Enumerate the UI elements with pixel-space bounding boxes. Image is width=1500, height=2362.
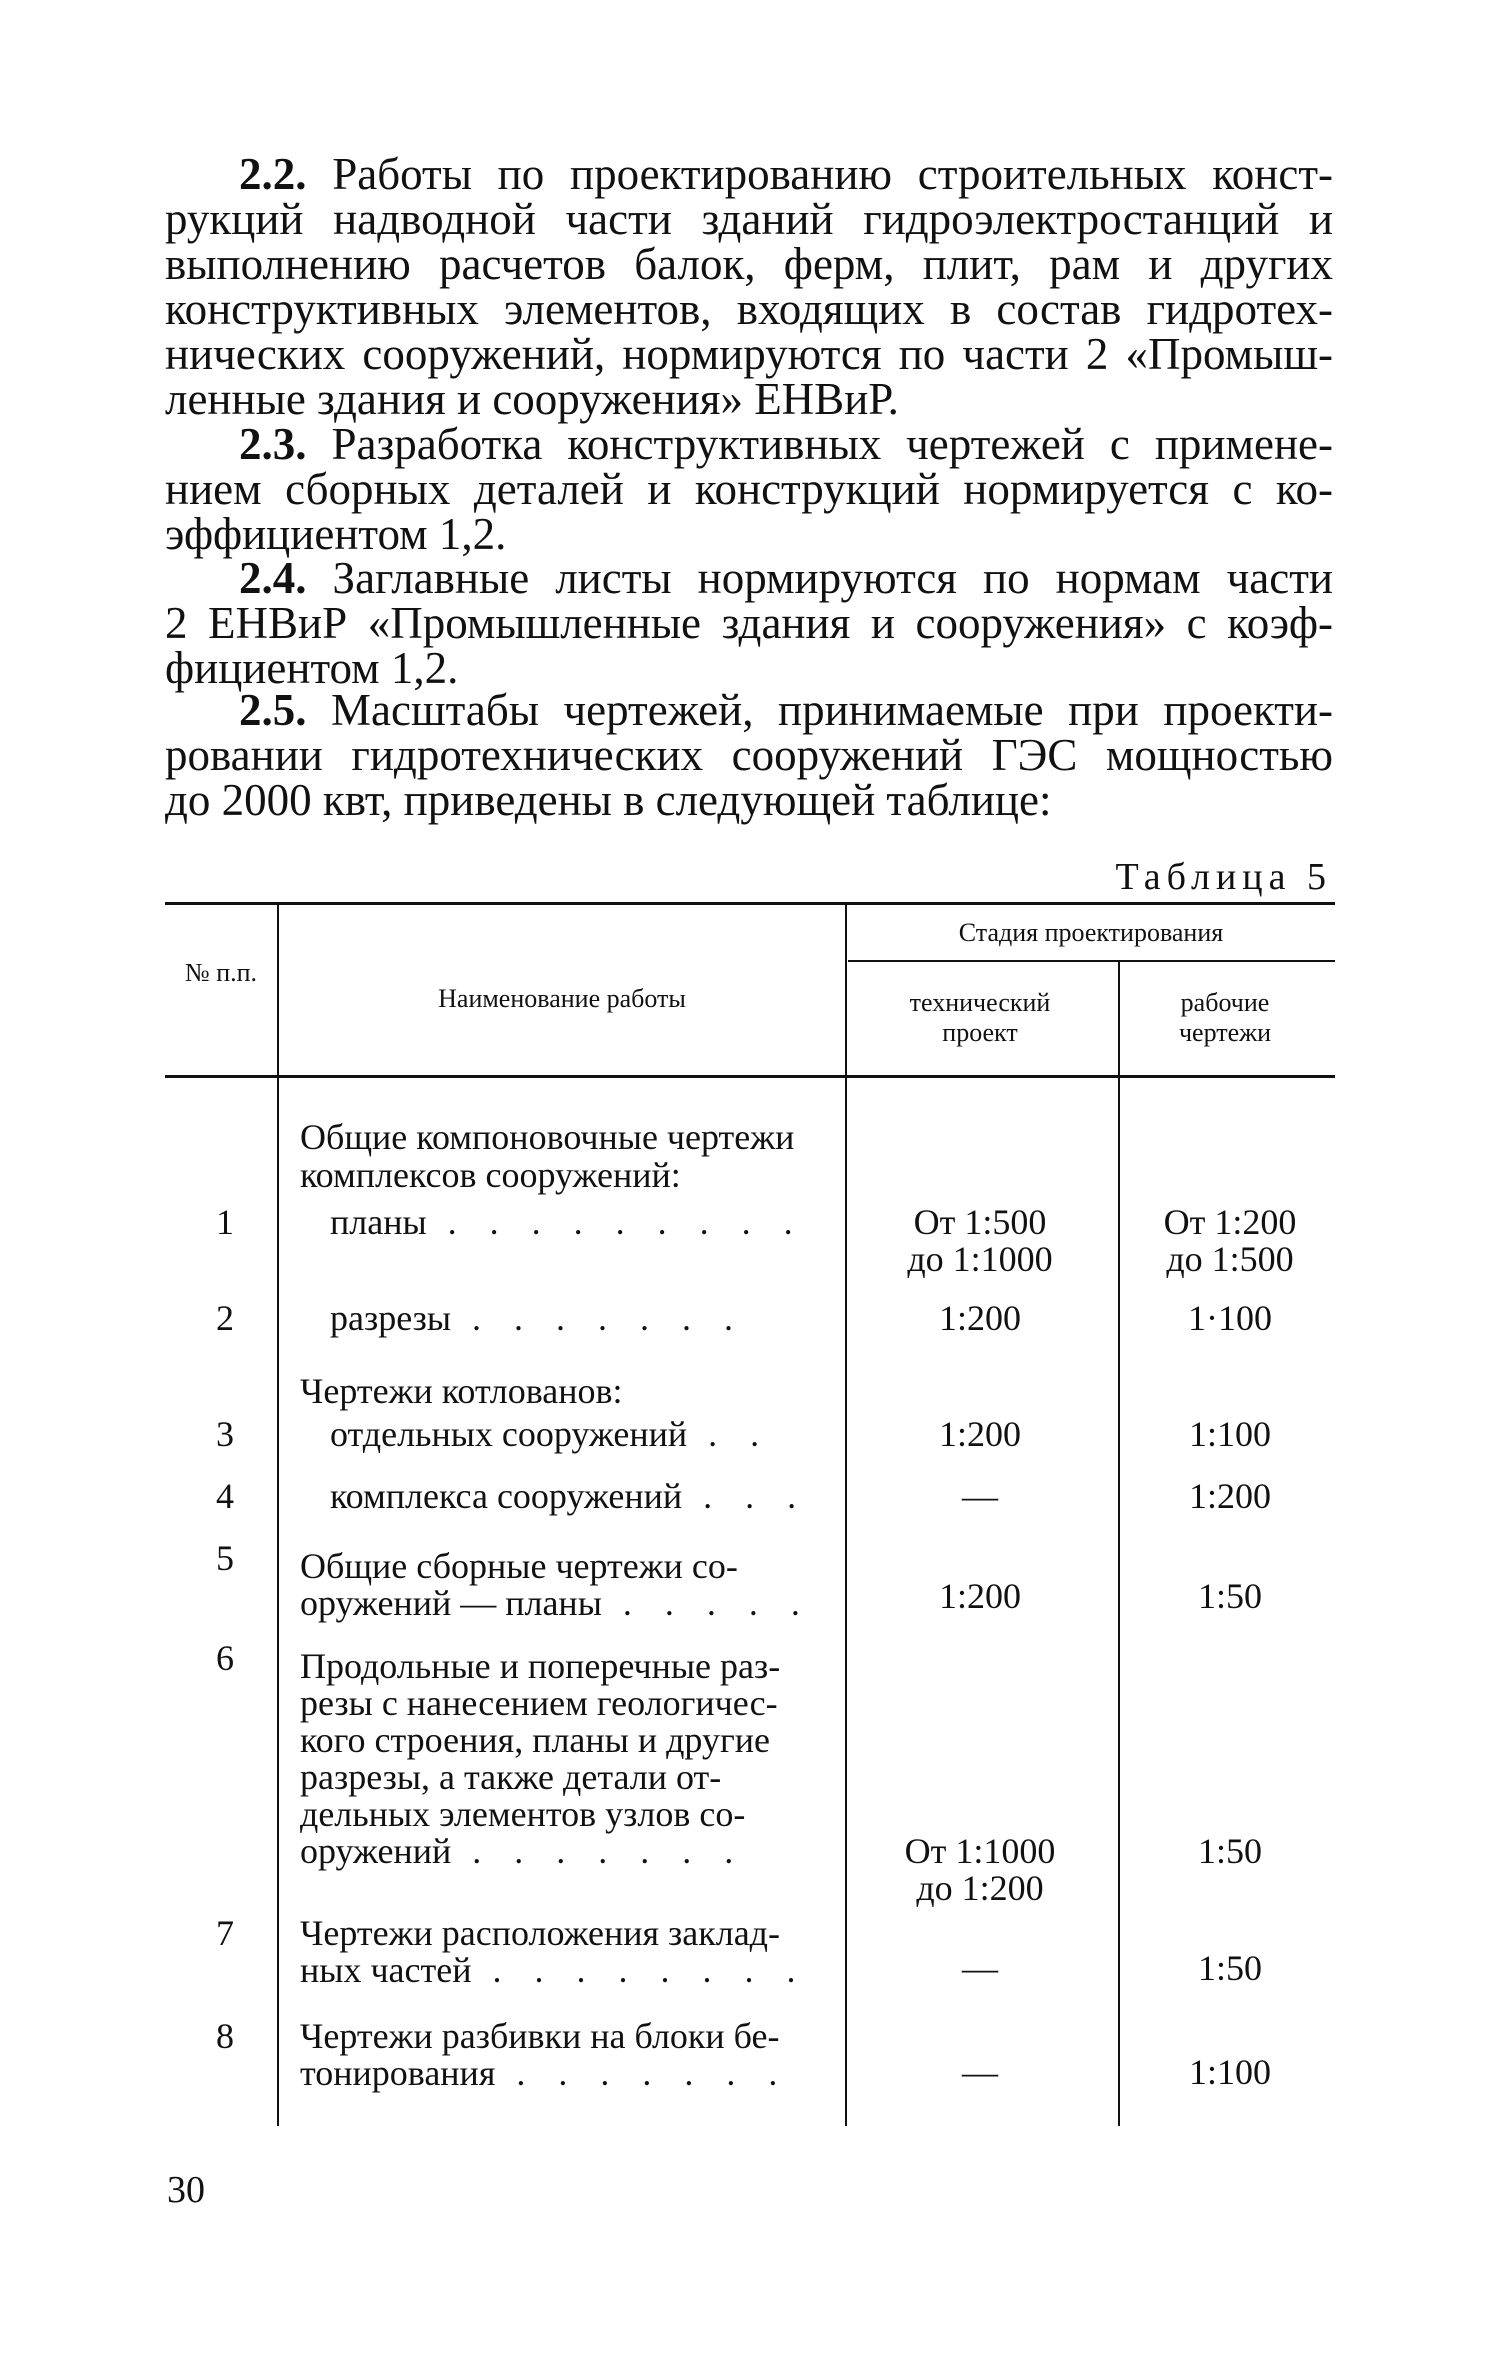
text-line: ровании гидротехнических сооружений ГЭС мощностью bbox=[165, 730, 1333, 780]
tech-value: 1:200 bbox=[938, 1576, 1021, 1616]
tech-value: 1:200 bbox=[938, 1298, 1021, 1338]
row-name: разрезы . . . . . . . bbox=[330, 1298, 746, 1338]
work-value: 1:50 bbox=[1197, 1831, 1262, 1871]
row-name: планы . . . . . . . . . bbox=[330, 1202, 805, 1242]
group-heading: Чертежи котлованов: bbox=[300, 1371, 623, 1411]
page-number: 30 bbox=[167, 2169, 205, 2211]
header-work: рабочие чертежи bbox=[1178, 988, 1272, 1047]
row-number: 7 bbox=[216, 1913, 234, 1953]
row-name: комплекса сооружений . . . bbox=[330, 1476, 809, 1516]
row-name: Чертежи разбивки на блоки бе- тонирования . . . . . . . bbox=[300, 2016, 790, 2093]
group-heading-line: комплексов сооружений: bbox=[300, 1155, 681, 1195]
text-line: нием сборных деталей и конструкций нормируется с ко- bbox=[165, 464, 1333, 514]
column-rule-name bbox=[845, 904, 847, 2126]
tech-value: — bbox=[962, 1948, 998, 1988]
header-num: № п.п. bbox=[184, 958, 258, 987]
work-value: 1:50 bbox=[1197, 1576, 1262, 1616]
group-heading bbox=[300, 1118, 794, 1194]
text-line: выполнению расчетов балок, ферм, плит, рам и других bbox=[165, 239, 1333, 289]
text-line: Масштабы чертежей, принимаемые при проекти- bbox=[306, 685, 1333, 735]
work-value: 1:200 bbox=[1188, 1476, 1271, 1516]
column-rule-stage bbox=[1118, 962, 1120, 2126]
text-line: ленные здания и сооружения» ЕНВиР. bbox=[165, 374, 899, 424]
paragraph-number: 2.2. bbox=[239, 149, 307, 199]
row-number: 5 bbox=[216, 1538, 234, 1578]
row-number: 1 bbox=[216, 1202, 234, 1242]
text-line: эффициентом 1,2. bbox=[165, 509, 507, 559]
work-value: 1:100 bbox=[1188, 2052, 1271, 2092]
header-name: Наименование работы bbox=[438, 984, 686, 1013]
paragraph-2-5 bbox=[165, 685, 1333, 825]
paragraph-2-4 bbox=[165, 553, 1333, 693]
tech-value: — bbox=[962, 1476, 998, 1516]
work-value: От 1:200 до 1:500 bbox=[1163, 1202, 1297, 1279]
text-line: 2 ЕНВиР «Промышленные здания и сооружения» с коэф- bbox=[165, 598, 1333, 648]
group-heading-line: Общие компоновочные чертежи bbox=[300, 1117, 795, 1157]
paragraph-number: 2.4. bbox=[239, 553, 307, 603]
text-line: фициентом 1,2. bbox=[165, 643, 459, 693]
tech-value: 1:200 bbox=[938, 1414, 1021, 1454]
table-caption: Таблица 5 bbox=[1115, 856, 1332, 898]
row-name: отдельных сооружений . . bbox=[330, 1414, 772, 1454]
text-line: нических сооружений, нормируются по части 2 «Промыш- bbox=[165, 329, 1333, 379]
work-value: 1·100 bbox=[1188, 1298, 1272, 1338]
tech-value: От 1:500 до 1:1000 bbox=[907, 1202, 1053, 1279]
work-value: 1:100 bbox=[1188, 1414, 1271, 1454]
row-number: 2 bbox=[216, 1298, 234, 1338]
column-rule-num bbox=[277, 904, 279, 2126]
text-line: Работы по проектированию строительных конст- bbox=[306, 149, 1333, 199]
work-value: 1:50 bbox=[1197, 1948, 1262, 1988]
text-line: до 2000 квт, приведены в следующей таблице: bbox=[165, 775, 1052, 825]
row-number: 8 bbox=[216, 2016, 234, 2056]
text-line: Разработка конструктивных чертежей с примене- bbox=[306, 419, 1333, 469]
tech-value: — bbox=[962, 2052, 998, 2092]
row-number: 4 bbox=[216, 1476, 234, 1516]
text-line: Заглавные листы нормируются по нормам части bbox=[306, 553, 1333, 603]
paragraph-2-2 bbox=[165, 149, 1333, 424]
text-line: рукций надводной части зданий гидроэлектростанций и bbox=[165, 194, 1333, 244]
paragraph-number: 2.5. bbox=[239, 685, 307, 735]
header-bottom-rule bbox=[165, 1075, 1335, 1078]
row-name: Общие сборные чертежи со- оружений — планы . . . . . bbox=[300, 1546, 812, 1623]
table-top-rule bbox=[165, 902, 1335, 905]
stage-divider-rule bbox=[848, 960, 1335, 962]
row-number: 3 bbox=[216, 1414, 234, 1454]
row-number: 6 bbox=[216, 1638, 234, 1678]
header-tech: технический проект bbox=[909, 988, 1051, 1047]
row-name: Чертежи расположения заклад- ных частей . . . . . . . . bbox=[300, 1913, 808, 1990]
header-stage: Стадия проектирования bbox=[958, 918, 1224, 947]
paragraph-2-3 bbox=[165, 419, 1333, 559]
text-line: конструктивных элементов, входящих в состав гидротех- bbox=[165, 284, 1333, 334]
paragraph-number: 2.3. bbox=[239, 419, 307, 469]
tech-value: От 1:1000 до 1:200 bbox=[904, 1831, 1056, 1908]
row-name: Продольные и поперечные раз- резы с нанесением геологичес- кого строения, планы и другие разрезы, а также детали от- дельных элементов узлов со- оружений . . . . . . . bbox=[300, 1646, 781, 1871]
